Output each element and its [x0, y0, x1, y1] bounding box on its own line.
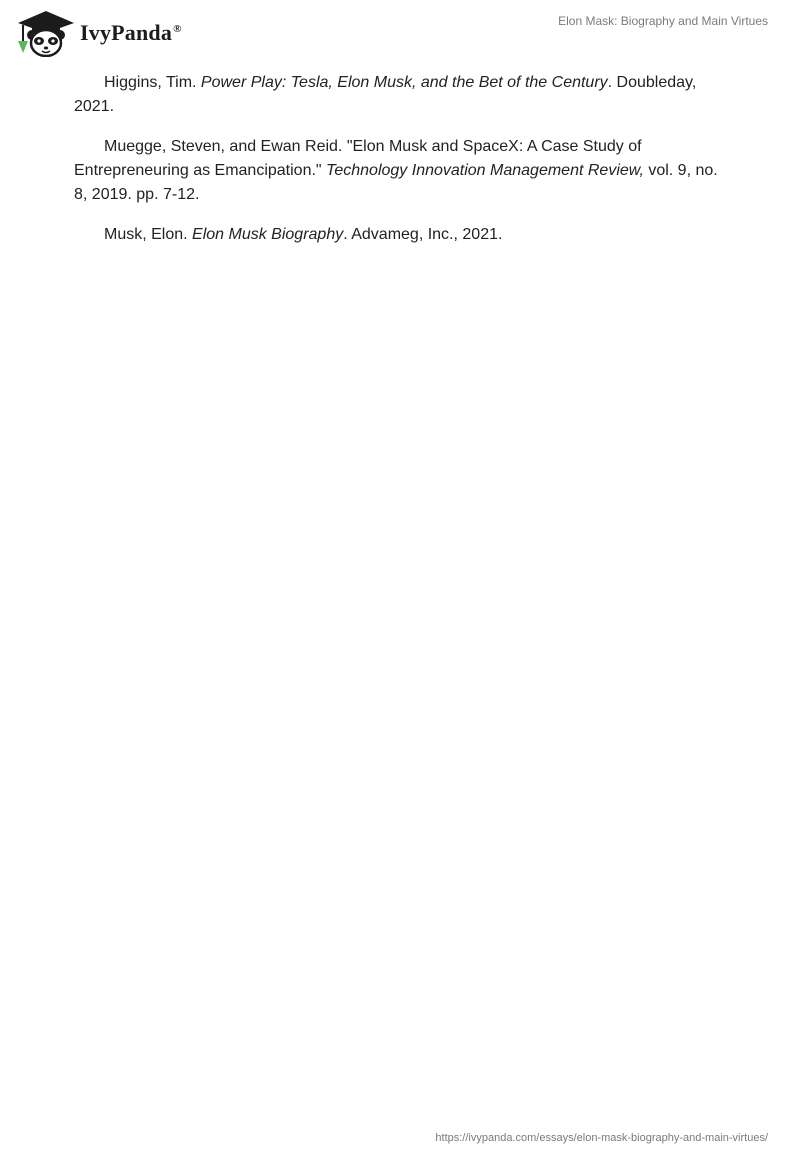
- reference-entry: [74, 223, 734, 247]
- reference-text: vol. 9, no. 8, 2019. pp. 7-12.: [74, 162, 718, 203]
- reference-list: [74, 71, 734, 263]
- reference-text: Musk, Elon.: [104, 226, 193, 243]
- reference-title: Power Play: Tesla, Elon Musk, and the Bet of the Century: [200, 74, 608, 91]
- ivypanda-logo[interactable]: [14, 8, 182, 58]
- reference-text: Muegge, Steven, and Ewan Reid. "Elon Musk and SpaceX: A Case Study of Entrepreneuring as Emancipation.": [74, 138, 642, 179]
- registered-mark: ®: [173, 22, 182, 35]
- reference-text: Higgins, Tim.: [104, 74, 201, 91]
- reference-title: Elon Musk Biography: [192, 226, 344, 243]
- reference-text: . Advameg, Inc., 2021.: [343, 226, 503, 243]
- source-url-link[interactable]: https://ivypanda.com/essays/elon-mask-biography-and-main-virtues/: [435, 1132, 768, 1144]
- reference-entry: [74, 71, 734, 119]
- reference-title: Technology Innovation Management Review,: [326, 162, 644, 179]
- logo-wordmark: IvyPanda®: [80, 20, 182, 45]
- panda-graduate-icon: [14, 9, 76, 57]
- reference-text: . Doubleday, 2021.: [74, 74, 697, 115]
- document-title: Elon Mask: Biography and Main Virtues: [558, 14, 768, 28]
- reference-entry: [74, 135, 734, 207]
